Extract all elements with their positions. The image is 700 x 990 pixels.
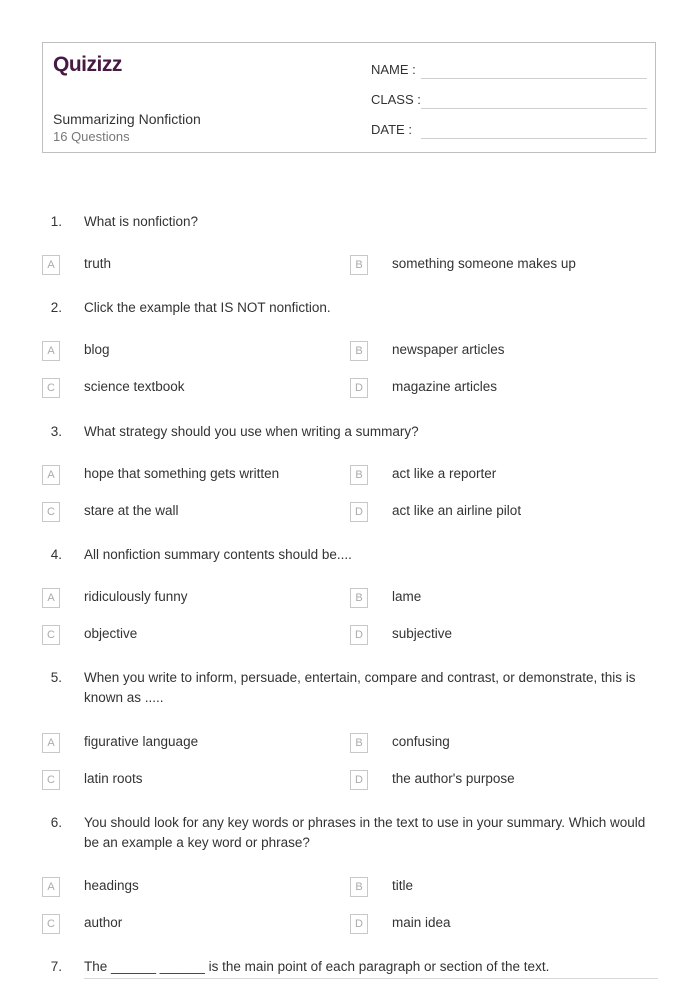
option-text: science textbook: [84, 379, 185, 394]
option-text: headings: [84, 878, 139, 893]
option-text: latin roots: [84, 771, 143, 786]
option-text: stare at the wall: [84, 503, 179, 518]
option-letter: A: [42, 341, 60, 361]
class-line: [421, 108, 647, 109]
option-letter: B: [350, 255, 368, 275]
option-letter: B: [350, 341, 368, 361]
quizizz-logo: Quizizz: [53, 53, 122, 76]
option-letter: C: [42, 625, 60, 645]
question-count: 16 Questions: [53, 129, 130, 144]
answer-line: [84, 978, 658, 979]
worksheet-title: Summarizing Nonfiction: [53, 111, 201, 127]
option-letter: B: [350, 588, 368, 608]
option-letter: A: [42, 465, 60, 485]
option-letter: A: [42, 877, 60, 897]
question-text: All nonfiction summary contents should be....: [84, 547, 352, 562]
option-text: subjective: [392, 626, 453, 641]
option-text: truth: [84, 256, 112, 271]
question-number: 5.: [50, 670, 62, 685]
option-letter: B: [350, 465, 368, 485]
name-label: NAME :: [371, 62, 416, 77]
option-text: lame: [392, 589, 422, 604]
question-number: 4.: [50, 547, 62, 562]
name-line: [421, 78, 647, 79]
question-text: What is nonfiction?: [84, 214, 199, 229]
option-letter: A: [42, 588, 60, 608]
option-text: act like a reporter: [392, 466, 497, 481]
question-text: The ______ ______ is the main point of each paragraph or section of the text.: [84, 959, 550, 974]
option-text: the author's purpose: [392, 771, 515, 786]
option-letter: D: [350, 914, 368, 934]
option-letter: D: [350, 625, 368, 645]
option-letter: D: [350, 378, 368, 398]
option-letter: C: [42, 378, 60, 398]
class-field[interactable]: [371, 89, 647, 109]
option-text: main idea: [392, 915, 451, 930]
question-number: 3.: [50, 424, 62, 439]
option-text: objective: [84, 626, 138, 641]
question-text: When you write to inform, persuade, entertain, compare and contrast, or demonstrate, this is known as .....: [84, 670, 636, 705]
option-text: title: [392, 878, 414, 893]
option-letter: A: [42, 733, 60, 753]
class-label: CLASS :: [371, 92, 421, 107]
option-text: hope that something gets written: [84, 466, 280, 481]
option-letter: D: [350, 502, 368, 522]
option-letter: C: [42, 502, 60, 522]
question-number: 2.: [50, 300, 62, 315]
option-text: blog: [84, 342, 110, 357]
option-letter: B: [350, 877, 368, 897]
option-text: confusing: [392, 734, 450, 749]
option-text: ridiculously funny: [84, 589, 188, 604]
option-letter: C: [42, 770, 60, 790]
question-text: You should look for any key words or phrases in the text to use in your summary. Which would be an example a key word or phrase?: [84, 815, 646, 850]
question-number: 6.: [50, 815, 62, 830]
worksheet-header: [42, 42, 656, 153]
option-text: act like an airline pilot: [392, 503, 522, 518]
date-line: [421, 138, 647, 139]
option-letter: A: [42, 255, 60, 275]
option-text: figurative language: [84, 734, 199, 749]
name-field[interactable]: [371, 59, 647, 79]
date-field[interactable]: [371, 119, 647, 139]
option-text: newspaper articles: [392, 342, 505, 357]
option-text: magazine articles: [392, 379, 498, 394]
question-text: What strategy should you use when writing a summary?: [84, 424, 419, 439]
question-text: Click the example that IS NOT nonfiction.: [84, 300, 331, 315]
option-text: author: [84, 915, 123, 930]
option-letter: B: [350, 733, 368, 753]
question-number: 1.: [50, 214, 62, 229]
option-letter: D: [350, 770, 368, 790]
question-number: 7.: [50, 959, 62, 974]
option-letter: C: [42, 914, 60, 934]
option-text: something someone makes up: [392, 256, 576, 271]
date-label: DATE :: [371, 122, 412, 137]
